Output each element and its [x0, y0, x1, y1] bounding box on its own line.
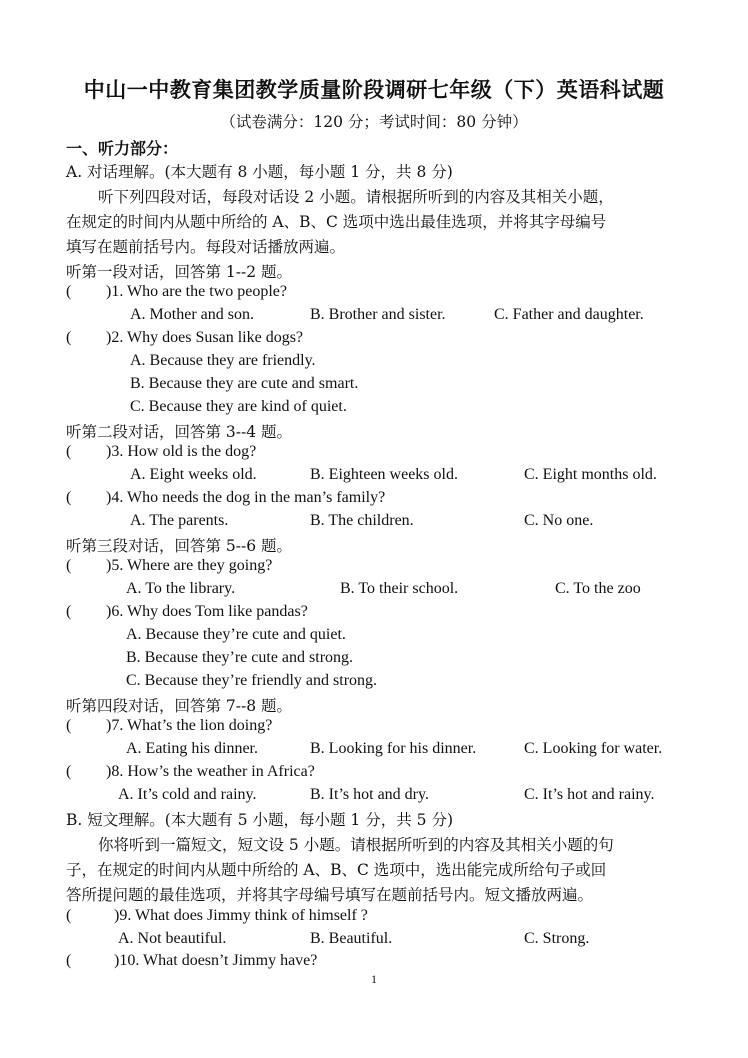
q3-option-a: A. Eight weeks old.	[130, 466, 257, 483]
q1-option-c: C. Father and daughter.	[494, 306, 644, 323]
dialogue-1-label: 听第一段对话，回答第 1--2 题。	[66, 263, 293, 281]
answer-blank-open: (	[66, 489, 72, 506]
question-7: )7. What’s the lion doing?	[106, 717, 273, 734]
question-10: )10. What doesn’t Jimmy have?	[114, 952, 318, 969]
q7-option-c: C. Looking for water.	[524, 740, 663, 757]
q5-option-c: C. To the zoo	[555, 580, 641, 597]
q5-option-a: A. To the library.	[126, 580, 236, 597]
part-b-instruction-2: 子，在规定的时间内从题中所给的 A、B、C 选项中，选出能完成所给句子或回	[66, 861, 607, 879]
q1-option-a: A. Mother and son.	[130, 306, 254, 323]
part-a-instruction-2: 在规定的时间内从题中所给的 A、B、C 选项中选出最佳选项，并将其字母编号	[66, 213, 607, 231]
answer-blank-open: (	[66, 763, 72, 780]
q6-option-b: B. Because they’re cute and strong.	[126, 649, 354, 666]
question-6: )6. Why does Tom like pandas?	[106, 603, 308, 620]
q2-option-b: B. Because they are cute and smart.	[130, 375, 359, 392]
answer-blank-open: (	[66, 952, 72, 969]
q4-option-c: C. No one.	[524, 512, 594, 529]
question-1: )1. Who are the two people?	[106, 283, 287, 300]
q3-option-c: C. Eight months old.	[524, 466, 657, 483]
part-a-instruction-3: 填写在题前括号内。每段对话播放两遍。	[66, 238, 346, 256]
q4-option-b: B. The children.	[310, 512, 414, 529]
q2-option-c: C. Because they are kind of quiet.	[130, 398, 347, 415]
q1-option-b: B. Brother and sister.	[310, 306, 446, 323]
q2-option-a: A. Because they are friendly.	[130, 352, 316, 369]
question-8: )8. How’s the weather in Africa?	[106, 763, 315, 780]
page-number: 1	[371, 972, 377, 986]
part-a-title: A. 对话理解。(本大题有 8 小题，每小题 1 分，共 8 分)	[66, 163, 453, 181]
q6-option-a: A. Because they’re cute and quiet.	[126, 626, 346, 643]
question-5: )5. Where are they going?	[106, 557, 273, 574]
part-b-instruction-3: 答所提问题的最佳选项，并将其字母编号填写在题前括号内。短文播放两遍。	[66, 886, 594, 904]
q7-option-b: B. Looking for his dinner.	[310, 740, 477, 757]
answer-blank-open: (	[66, 283, 72, 300]
part-a-instruction-1: 听下列四段对话，每段对话设 2 小题。请根据所听到的内容及其相关小题，	[98, 188, 614, 206]
part-b-instruction-1: 你将听到一篇短文，短文设 5 小题。请根据所听到的内容及其相关小题的句	[98, 836, 614, 854]
dialogue-4-label: 听第四段对话，回答第 7--8 题。	[66, 697, 293, 715]
exam-title: 中山一中教育集团教学质量阶段调研七年级（下）英语科试题	[83, 78, 665, 102]
q5-option-b: B. To their school.	[340, 580, 459, 597]
section-heading: 一、听力部分：	[66, 139, 179, 158]
answer-blank-open: (	[66, 717, 72, 734]
q9-option-b: B. Beautiful.	[310, 930, 393, 947]
q4-option-a: A. The parents.	[130, 512, 229, 529]
q6-option-c: C. Because they’re friendly and strong.	[126, 672, 378, 689]
question-3: )3. How old is the dog?	[106, 443, 257, 460]
part-b-title: B. 短文理解。(本大题有 5 小题，每小题 1 分，共 5 分)	[66, 811, 453, 829]
answer-blank-open: (	[66, 557, 72, 574]
answer-blank-open: (	[66, 329, 72, 346]
dialogue-3-label: 听第三段对话，回答第 5--6 题。	[66, 537, 293, 555]
question-2: )2. Why does Susan like dogs?	[106, 329, 304, 346]
answer-blank-open: (	[66, 603, 72, 620]
q9-option-c: C. Strong.	[524, 930, 590, 947]
question-9: )9. What does Jimmy think of himself ?	[114, 907, 368, 924]
q9-option-a: A. Not beautiful.	[118, 930, 227, 947]
q8-option-b: B. It’s hot and dry.	[310, 786, 429, 803]
answer-blank-open: (	[66, 443, 72, 460]
q7-option-a: A. Eating his dinner.	[126, 740, 258, 757]
exam-subtitle: （试卷满分：120 分；考试时间：80 分钟）	[220, 113, 528, 131]
q8-option-a: A. It’s cold and rainy.	[118, 786, 257, 803]
q3-option-b: B. Eighteen weeks old.	[310, 466, 458, 483]
answer-blank-open: (	[66, 907, 72, 924]
dialogue-2-label: 听第二段对话，回答第 3--4 题。	[66, 423, 293, 441]
q8-option-c: C. It’s hot and rainy.	[524, 786, 655, 803]
question-4: )4. Who needs the dog in the man’s family?	[106, 489, 386, 506]
